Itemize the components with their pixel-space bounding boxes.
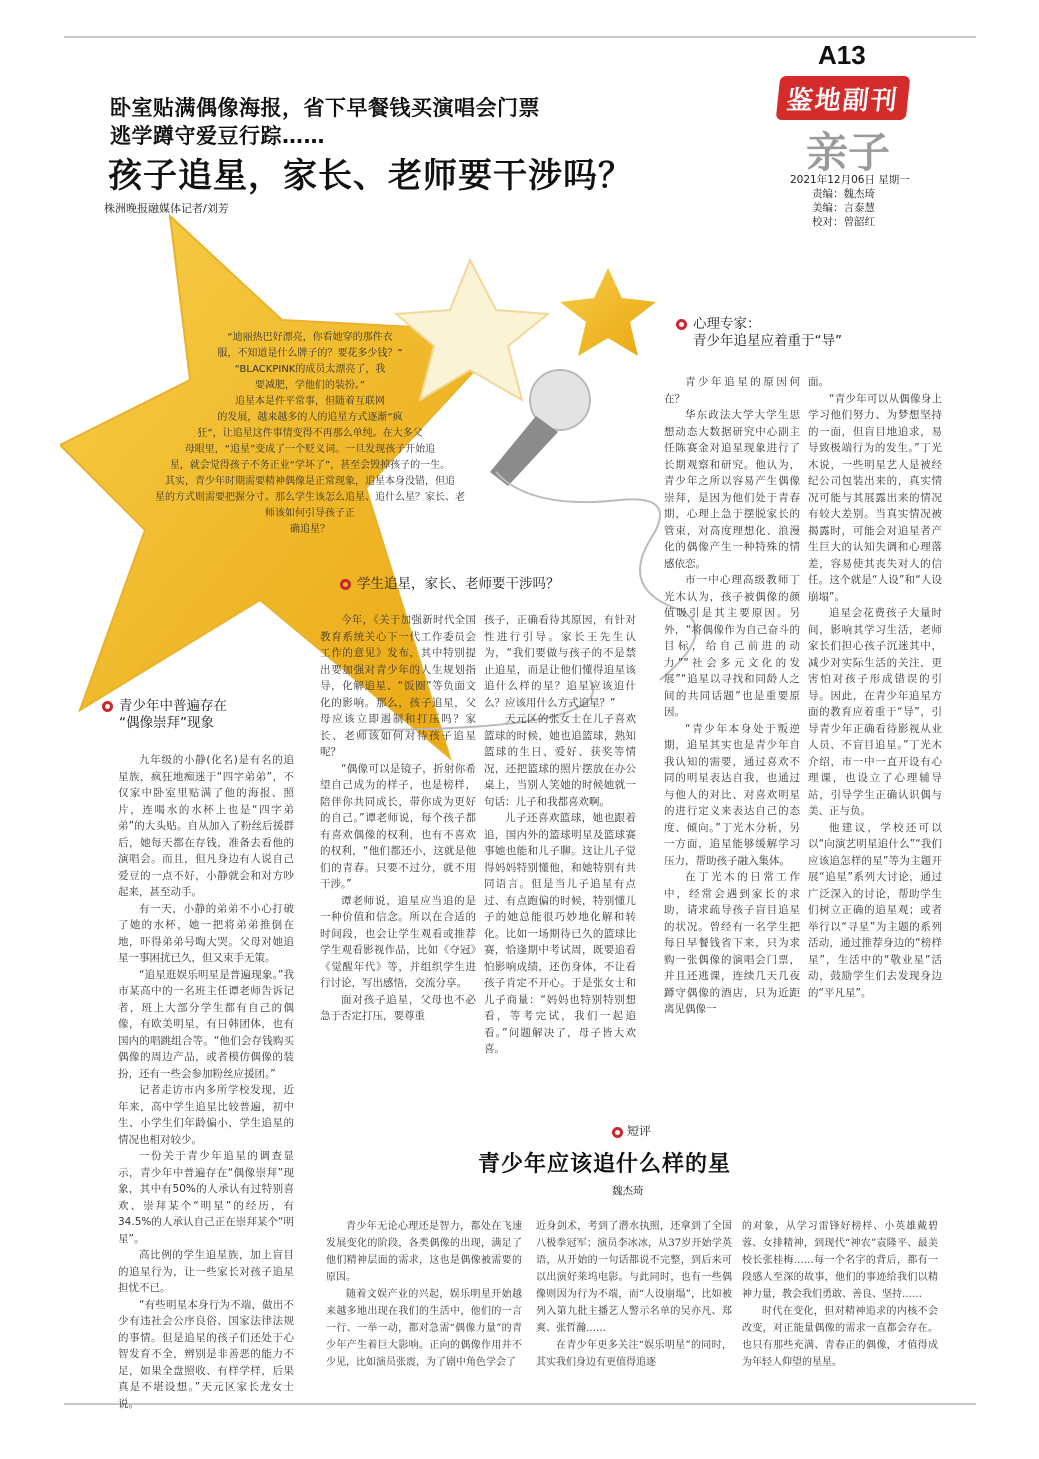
paragraph: “青少年本身处于叛逆期，追星其实也是青少年自我认知的需要，通过喜欢不同的明星表达自我，也通过与他人的对比、对喜欢明星的进行定义来表达自己的态度、倾向。”丁光木分析，另一方面，追星能够缓解学习压力，帮助孩子融入集体。 — [664, 722, 800, 867]
star-intro-text — [120, 330, 500, 538]
section-a-heading-1: 青少年中普遍存在 — [119, 698, 227, 714]
paragraph: 儿子还喜欢篮球，她也跟着追，国内外的篮球明星及篮球赛事她也能和儿子聊。这让儿子觉得妈妈特别懂他，和她特别有共同语言。但是当儿子追星有点过、有点跑偏的时候，特别懂儿子的她总能很巧妙地化解和转化。比如一场期待已久的篮球比赛，恰逢期中考试周，既要追看怕影响成绩，还伤身体，不让看孩子肯定不开心。于是张女士和儿子商量：“妈妈也特别特别想看，等考完试，我们一起追看。”问题解决了，母子皆大欢喜。 — [484, 812, 636, 1055]
paragraph: “偶像可以是镜子，折射你希望自己成为的样子，也是榜样，陪伴你共同成长，带你成为更好的自己。”谭老师说，每个孩子都有喜欢偶像的权利，也有不喜欢的权利，“他们都还小，这就是他们的青春。只要不过分，就不用干涉。” — [320, 762, 476, 890]
star-line: 要减肥，学他们的装扮。” — [254, 380, 366, 391]
paragraph: 记者走访市内多所学校发现，近年来，高中学生追星比较普遍，初中生、小学生们年龄偏小，学生追星的情况也相对较少。 — [118, 1084, 294, 1146]
section-c-heading-1: 心理专家： — [693, 316, 761, 332]
paragraph: 他建议，学校还可以以“向演艺明星追什么”“我们应该追怎样的星”等为主题开展“追星”系列大讨论，通过广泛深入的讨论，帮助学生们树立正确的追星观；或者举行以“寻星”为主题的系列活动，通过推荐身边的“榜样星”，生活中的“敬业星”活动，鼓励学生们去发现身边的“平凡星”。 — [808, 821, 942, 999]
commentary-col-3 — [742, 1218, 938, 1371]
paragraph: 面对孩子追星，父母也不必急于否定打压，要尊重 — [320, 993, 476, 1022]
section-a-heading-2: “偶像崇拜”现象 — [119, 715, 214, 731]
paragraph: “青少年可以从偶像身上学习他们努力、为梦想坚持的一面，但盲目地追求，易导致极端行为的发生。”丁光木说，一些明星艺人是被经纪公司包装出来的，真实情况可能与其展露出来的情况有较大差别。当真实情况被揭露时，可能会对追星者产生巨大的认知失调和心理落差，容易使其丧失对人的信任。这个就是“人设”和“人设崩塌”。 — [808, 392, 942, 603]
paragraph: 的对象，从学习雷锋好榜样、小英雄戴碧蓉、女排精神，到现代“神农”袁隆平、最美校长张桂梅……每一个名字的背后，都有一段感人至深的故事，他们的事迹给我们以精神力量，教会我们勇敢、善良、坚持…… — [742, 1221, 938, 1300]
star-line: 狂”，让追星这件事情变得不再那么单纯。在大多父 — [197, 428, 423, 439]
commentary-tag — [612, 1122, 651, 1139]
paragraph: 有一天，小静的弟弟不小心打破了她的水杯，她一把将弟弟推倒在地，吓得弟弟号啕大哭。父母对她追星一事困扰已久，但又束手无策。 — [118, 902, 294, 964]
star-line: 的发展，越来越多的人的追星方式逐渐“疯 — [217, 412, 403, 423]
paragraph: 随着文娱产业的兴起，娱乐明星开始越来越多地出现在我们的生活中，他们的一言一行、一举一动，都对急需“偶像力量”的青少年产生着巨大影响。正向的偶像作用并不少见，比如演员张震，为了剧中角色学会了 — [326, 1289, 522, 1368]
kicker-line-1: 卧室贴满偶像海报，省下早餐钱买演唱会门票 — [110, 96, 540, 120]
star-line: “迪丽热巴好漂亮，你看她穿的那件衣 — [227, 332, 393, 343]
editor-credit: 责编：魏杰琦 — [812, 188, 875, 200]
bullet-icon — [102, 701, 113, 712]
proofreader-credit: 校对：曾韶红 — [812, 216, 875, 228]
star-line: 星的方式则需要把握分寸。那么学生该怎么追星、追什么星？家长、老 — [155, 492, 465, 503]
paragraph: 谭老师说，追星应当追的是一种价值和信念。所以在合适的时间段，也会让学生观看或推荐学生观看影视作品，比如《夺冠》《觉醒年代》等，并组织学生进行讨论，写出感悟，交流分享。 — [320, 894, 476, 989]
paragraph: “追星逛娱乐明星是普遍现象。”我市某高中的一名班主任谭老师告诉记者，班上大部分学生都有自己的偶像，有欧美明星，有日韩团体，也有国内的唱跳组合等。“他们会存钱购买偶像的周边产品，或者模仿偶像的装扮，还有一些会参加粉丝应援团。” — [118, 968, 294, 1080]
paragraph: 孩子，正确看待其原因，有针对性进行引导。家长王先生认为，“我们要做与孩子的不是禁止追星，而是让他们懂得追星该追什么样的星？追星应该追什么？应该用什么方式追星？” — [484, 614, 636, 709]
commentary-col-1 — [326, 1218, 522, 1371]
section-a-body — [118, 752, 294, 1412]
paragraph: 近身剑术，考到了潜水执照，还拿到了全国八极拳冠军；演员李冰冰，从37岁开始学英语，从开始的一句话都说不完整，到后来可以出演好莱坞电影。与此同时，也有一些偶像则因为行为不端，而“人设崩塌”，比如被列入第九批主播艺人警示名单的吴亦凡、郑爽、张哲瀚…… — [536, 1221, 732, 1334]
paragraph: 在青少年更多关注“娱乐明星”的同时，其实我们身边有更值得追逐 — [536, 1340, 732, 1368]
bullet-icon — [340, 579, 351, 590]
paragraph: “有些明星本身行为不端，做出不少有违社会公序良俗、国家法律法规的事情。但是追星的孩子们还处于心智发育不全，辨别是非善恶的能力不足，如果全盘照收、有样学样，后果真是不堪设想。”天元区家长龙女士说。 — [118, 1298, 294, 1410]
star-line: 确追星？ — [290, 524, 330, 535]
star-line: 服，不知道是什么牌子的？要花多少钱？” — [217, 348, 403, 359]
section-c-col-2 — [808, 374, 942, 1001]
commentary-title: 青少年应该追什么样的星 — [478, 1152, 732, 1177]
commentary-tag-text: 短评 — [627, 1124, 652, 1138]
section-c-col-1 — [664, 374, 800, 1018]
paragraph: 一份关于青少年追星的调查显示，青少年中普遍存在“偶像崇拜”现象，其中有50%的人承认有过特别喜欢、崇拜某个“明星”的经历，有34.5%的人承认自己正在崇拜某个“明星”。 — [118, 1150, 294, 1245]
bullet-icon — [676, 319, 687, 330]
star-line: 其实，青少年时期需要精神偶像是正常现象，追星本身没错，但追 — [165, 476, 455, 487]
paragraph: 今年，《关于加强新时代全国教育系统关心下一代工作委员会工作的意见》发布，其中特别提出要加强对青少年的人生规划指导，化解追星、“饭圈”等负面文化的影响。那么，孩子追星，父母应该立即遏制和打压吗？家长、老师该如何对待孩子追星呢？ — [320, 614, 476, 758]
small-star — [560, 268, 656, 356]
paragraph: 青少年无论心理还是智力，都处在飞速发展变化的阶段，各类偶像的出现，满足了他们精神层面的需求，这也是偶像被需要的原因。 — [326, 1221, 522, 1283]
section-a-heading — [102, 698, 227, 732]
star-line: “BLACKPINK的成员太漂亮了，我 — [234, 364, 386, 375]
commentary-author: 魏杰琦 — [612, 1185, 644, 1197]
paragraph: 在丁光木的日常工作中，经常会遇到家长的求助，请求疏导孩子盲目追星的状况。曾经有一名学生把每日早餐钱省下来，只为求购一张偶像的演唱会门票，并且还逃课，连续几天几夜蹲守偶像的酒店，只为近距离见偶像一 — [664, 871, 800, 1015]
paragraph: 天元区的张女士在儿子喜欢篮球的时候，她也追篮球，熟知篮球的生日、爱好、获奖等情况，还把篮球的照片摆放在办公桌上，当别人笑她的时候她就一句话：儿子和我都喜欢啊。 — [484, 713, 636, 808]
paragraph: 市一中心理高级教师丁光木认为，孩子被偶像的颜值吸引是其主要原因。另外，“将偶像作为自己奋斗的目标，给自己前进的动力”“社会多元文化的发展”“追星以寻找和同龄人之间的共同话题”也是重要原因。 — [664, 574, 800, 718]
paragraph: 高比例的学生追星族，加上盲目的追星行为，让一些家长对孩子追星担忧不已。 — [118, 1249, 294, 1294]
bullet-icon — [612, 1127, 623, 1138]
star-line: 母眼里，“追星”变成了一个贬义词。一旦发现孩子开始追 — [184, 444, 436, 455]
designer-credit: 美编：言泰慧 — [812, 202, 875, 214]
section-b-col-1 — [320, 612, 476, 1025]
section-b-col-2 — [484, 612, 636, 1058]
issue-date: 2021年12月06日 星期一 — [790, 174, 910, 186]
section-b-heading — [340, 576, 560, 593]
section-c-heading — [676, 316, 842, 350]
paragraph: 时代在变化，但对精神追求的内核不会改变，对正能量偶像的需求一直都会存在。也只有那些充满、青春正的偶像，才值得成为年轻人仰望的星星。 — [742, 1306, 938, 1368]
paragraph: 华东政法大学大学生思想动态大数据研究中心副主任陈赛金对追星现象进行了长期观察和研究。他认为，青少年之所以容易产生偶像崇拜，是因为他们处于青春期，心理上急于摆脱家长的管束，对高度理想化、浪漫化的偶像产生一种特殊的情感依恋。 — [664, 409, 800, 570]
paragraph: 追星会花费孩子大量时间，影响其学习生活，老师家长们担心孩子沉迷其中，减少对实际生活的关注，更害怕对孩子形成错误的引导。因此，在青少年追星方面的教育应着重于“导”，引导青少年正确看待影视从业人员、不盲目追星。”丁光木介绍，市一中一直开设有心理课，也设立了心理辅导站，引导学生正确认识偶与美、正与负。 — [808, 607, 942, 817]
star-line: 师该如何引导孩子正 — [265, 508, 355, 519]
paragraph: 青少年追星的原因何在？ — [664, 376, 800, 405]
headline: 孩子追星，家长、老师要干涉吗？ — [108, 156, 633, 196]
page-number: A13 — [818, 40, 866, 70]
section-c-heading-2: 青少年追星应着重于“导” — [693, 333, 842, 349]
paragraph: 九年级的小静(化名)是有名的追星族，疯狂地痴迷于“四字弟弟”，不仅家中卧室里贴满了他的海报、照片，连喝水的水杯上也是“四字弟弟”的大头贴。自从加入了粉丝后援群后，她每天都在存钱，准备去看他的演唱会。而且，但凡身边有人说自己爱豆的一点不好，小静就会和对方吵起来，甚至动手。 — [118, 754, 294, 898]
section-b-heading-text: 学生追星，家长、老师要干涉吗？ — [357, 576, 560, 592]
kicker-line-2: 逃学蹲守爱豆行踪…… — [110, 124, 325, 148]
section-title: 亲子 — [806, 128, 891, 177]
top-rule — [64, 36, 976, 38]
commentary-col-2 — [536, 1218, 732, 1371]
masthead-logo: 鉴地副刊 — [776, 76, 911, 120]
star-line: 追星本是件平常事，但随着互联网 — [235, 396, 385, 407]
star-line: 星，就会觉得孩子不务正业“学坏了”，甚至会毁掉孩子的一生。 — [169, 460, 451, 471]
paragraph: 面。 — [808, 376, 829, 388]
byline: 株洲晚报融媒体记者/刘芳 — [104, 202, 229, 215]
